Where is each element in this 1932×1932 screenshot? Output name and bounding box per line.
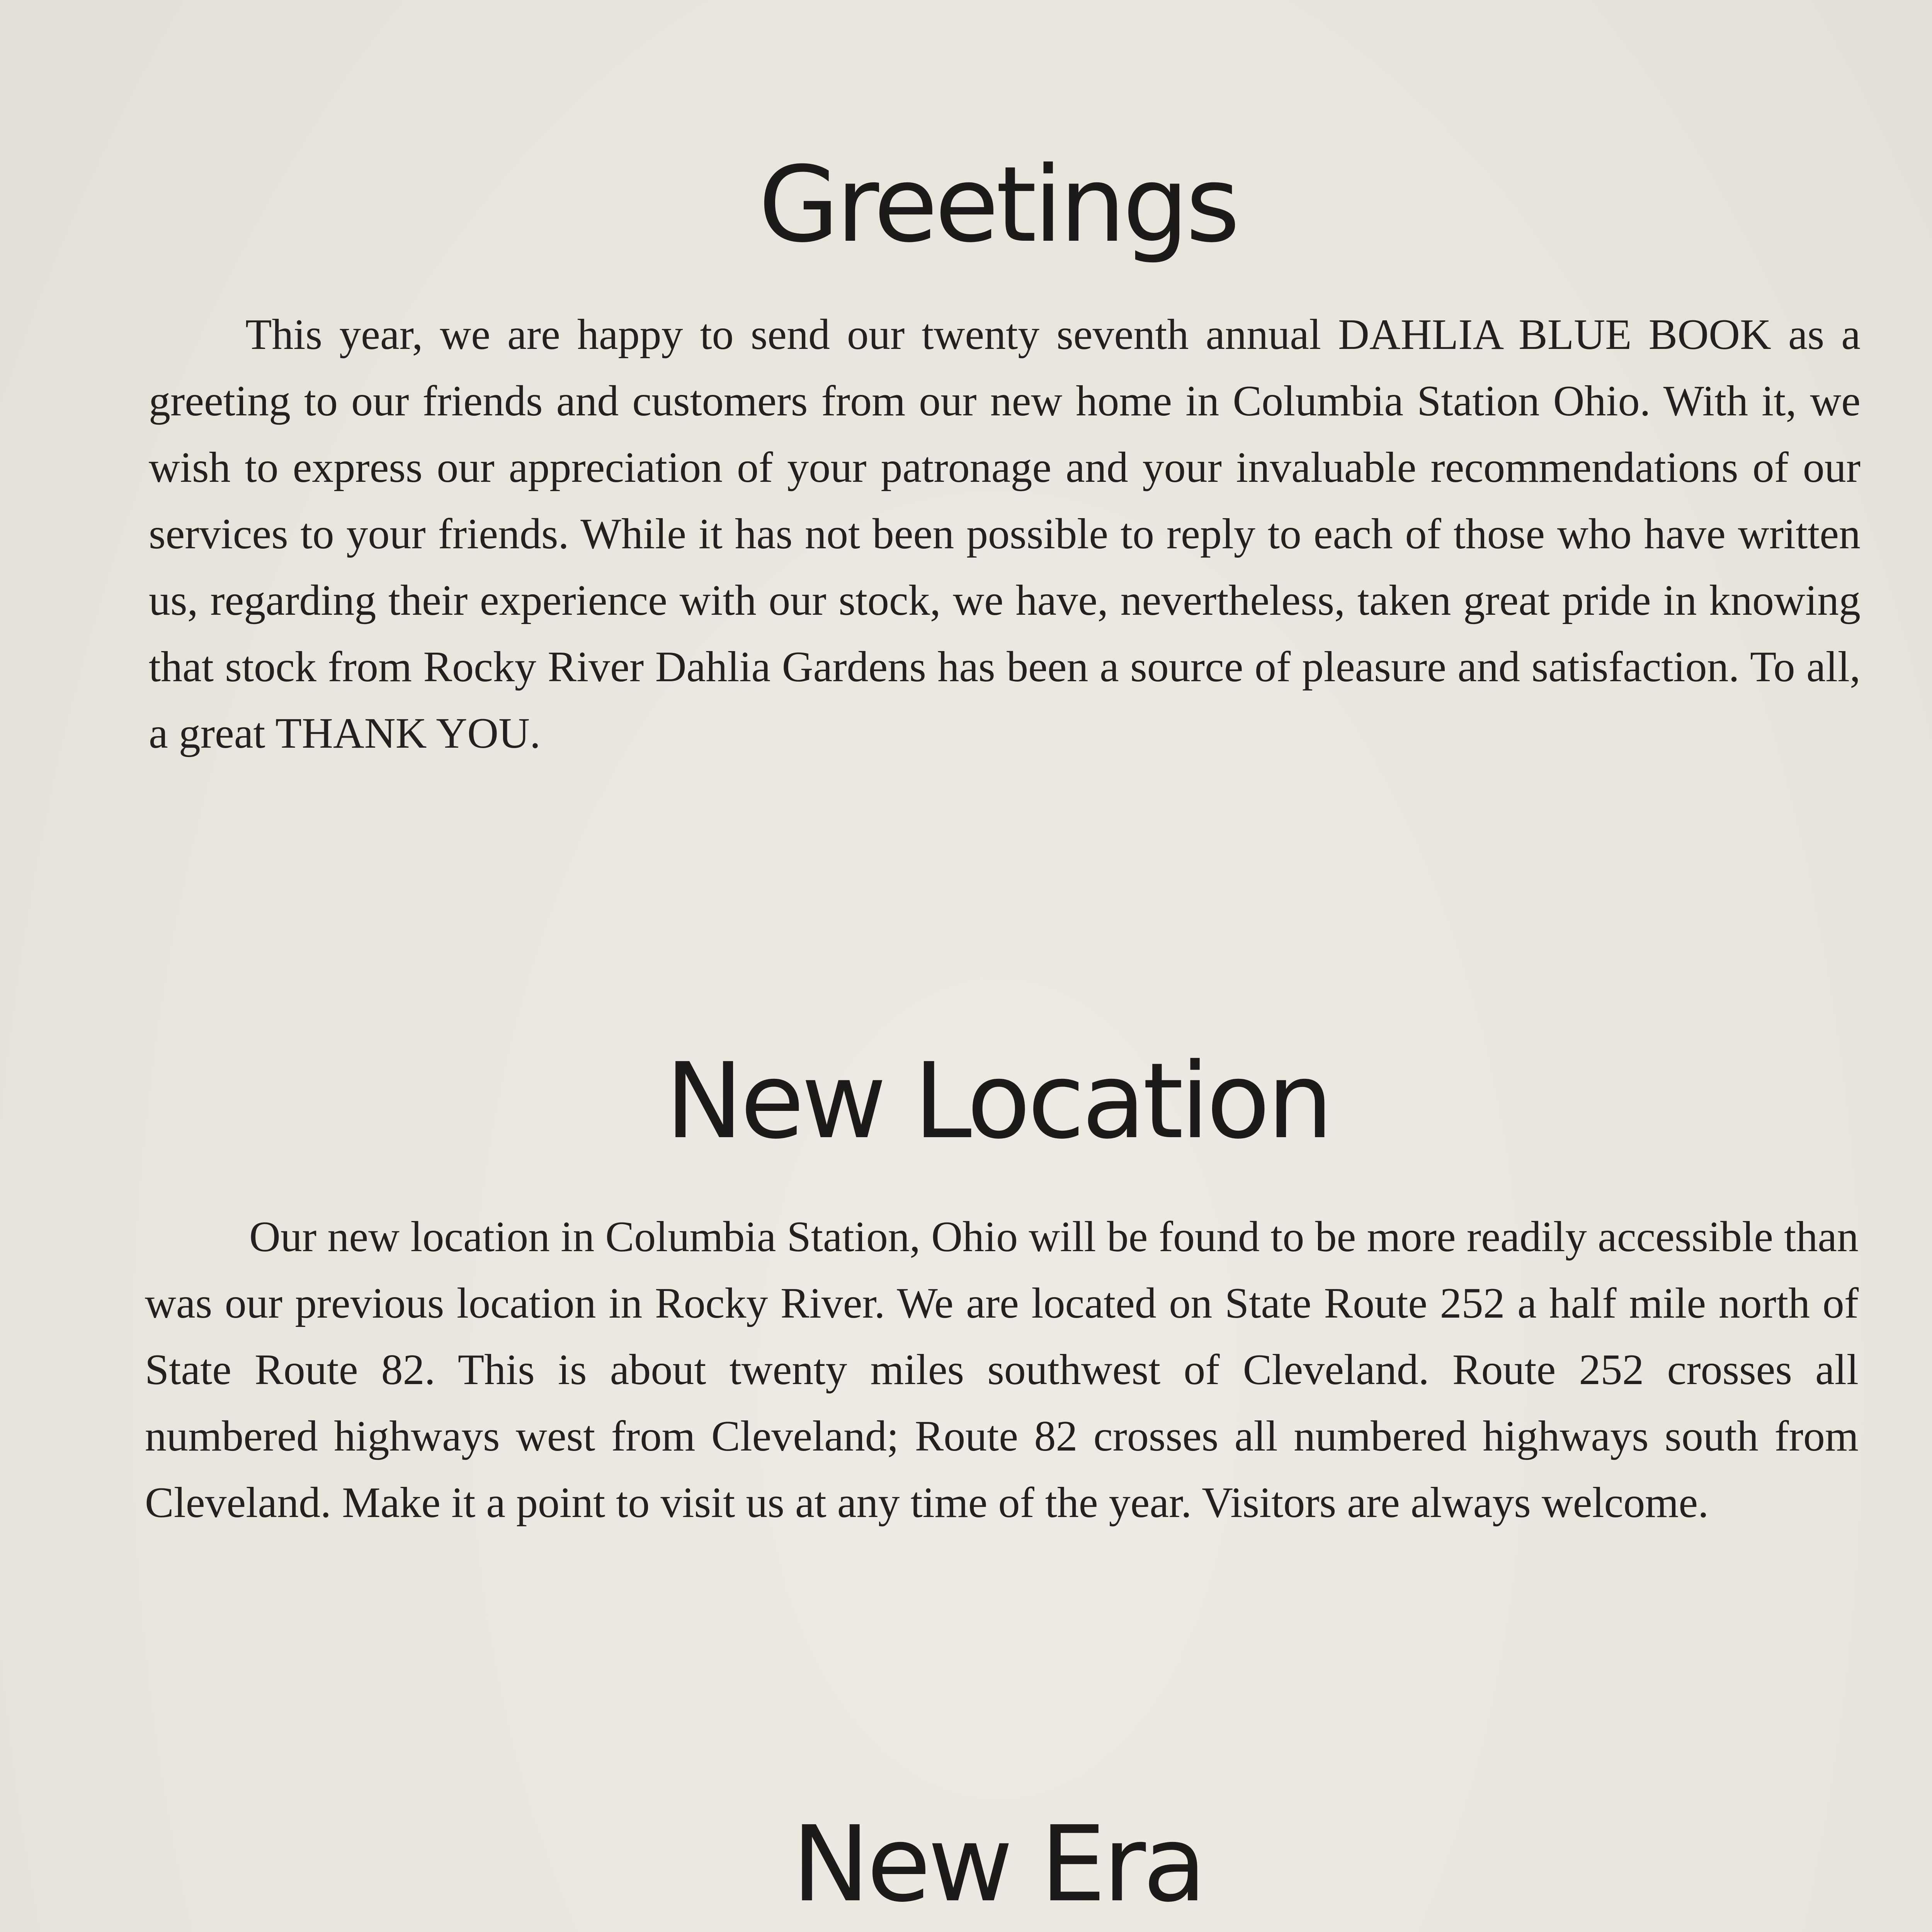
heading-greetings: Greetings: [758, 144, 1237, 265]
new-location-paragraph: Our new location in Columbia Station, Ohio will be found to be more readily accessible than was our previous location in Rocky River. We are located on State Route 252 a half mile north of State Route 82. This is about twenty miles southwest of Cleveland. Route 252 crosses all numbered highways west from Cleveland; Route 82 crosses all numbered highways south from Cleveland. Make it a point to visit us at any time of the year. Visitors are always welcome.: [145, 1213, 1859, 1527]
heading-new-era: New Era: [792, 1803, 1204, 1925]
greetings-paragraph: This year, we are happy to send our twenty seventh annual DAHLIA BLUE BOOK as a greeting to our friends and customers from our new home in Columbia Station Ohio. With it, we wish to express our appreciation of your patronage and your invaluable recommendations of our services to your friends. While it has not been possible to reply to each of those who have written us, regarding their experience with our stock, we have, nevertheless, taken great pride in knowing that stock from Rocky River Dahlia Gardens has been a source of pleasure and satisfaction. To all, a great THANK YOU.: [149, 311, 1861, 757]
heading-new-location: New Location: [665, 1040, 1330, 1162]
